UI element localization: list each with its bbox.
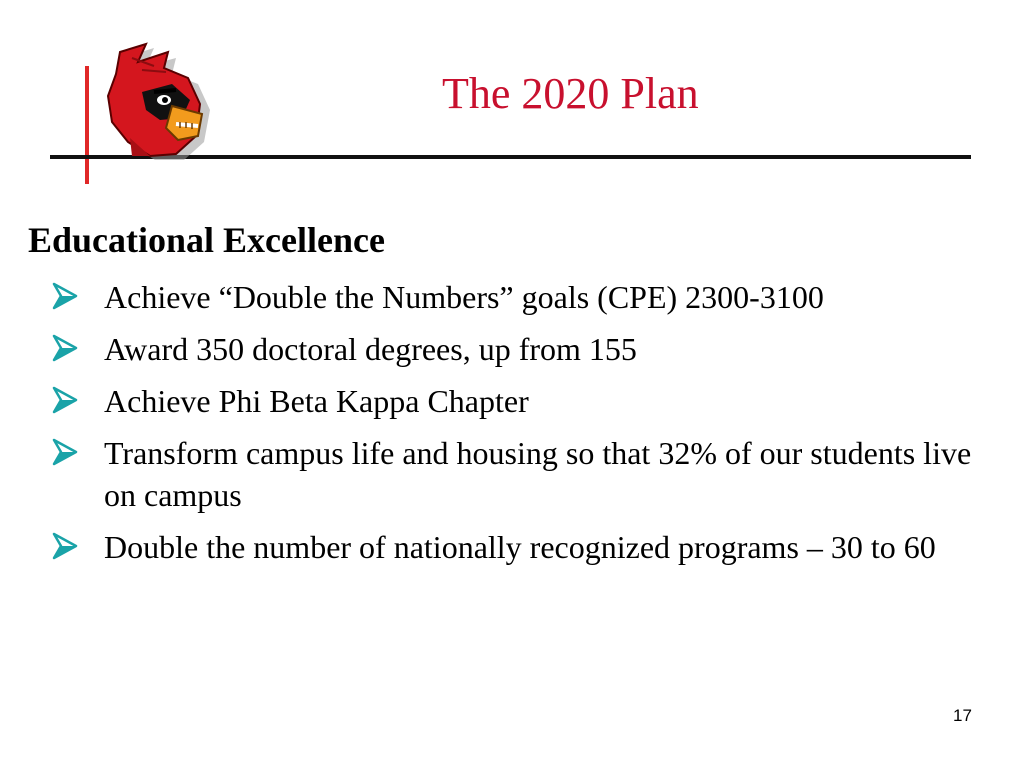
slide-title: The 2020 Plan: [442, 69, 699, 118]
arrowhead-bullet-icon: [52, 532, 78, 560]
arrowhead-bullet-icon: [52, 282, 78, 310]
page-number: 17: [953, 706, 972, 725]
bullet-text: Achieve Phi Beta Kappa Chapter: [104, 383, 529, 419]
arrowhead-bullet-icon: [52, 438, 78, 466]
bullet-list: [52, 276, 992, 578]
bullet-text: Award 350 doctoral degrees, up from 155: [104, 331, 637, 367]
arrowhead-bullet-icon: [52, 386, 78, 414]
red-accent-line: [85, 66, 89, 184]
bullet-item: [52, 432, 992, 516]
bullet-item: [52, 328, 992, 370]
bullet-item: [52, 526, 992, 568]
arrowhead-bullet-icon: [52, 334, 78, 362]
section-heading: Educational Excellence: [28, 220, 385, 260]
bullet-text: Double the number of nationally recognized programs – 30 to 60: [104, 529, 936, 565]
bullet-item: [52, 380, 992, 422]
cardinal-logo-icon: [102, 40, 212, 160]
bullet-item: [52, 276, 992, 318]
bullet-text: Achieve “Double the Numbers” goals (CPE) 2300-3100: [104, 279, 824, 315]
bullet-text: Transform campus life and housing so that 32% of our students live on campus: [104, 435, 972, 513]
